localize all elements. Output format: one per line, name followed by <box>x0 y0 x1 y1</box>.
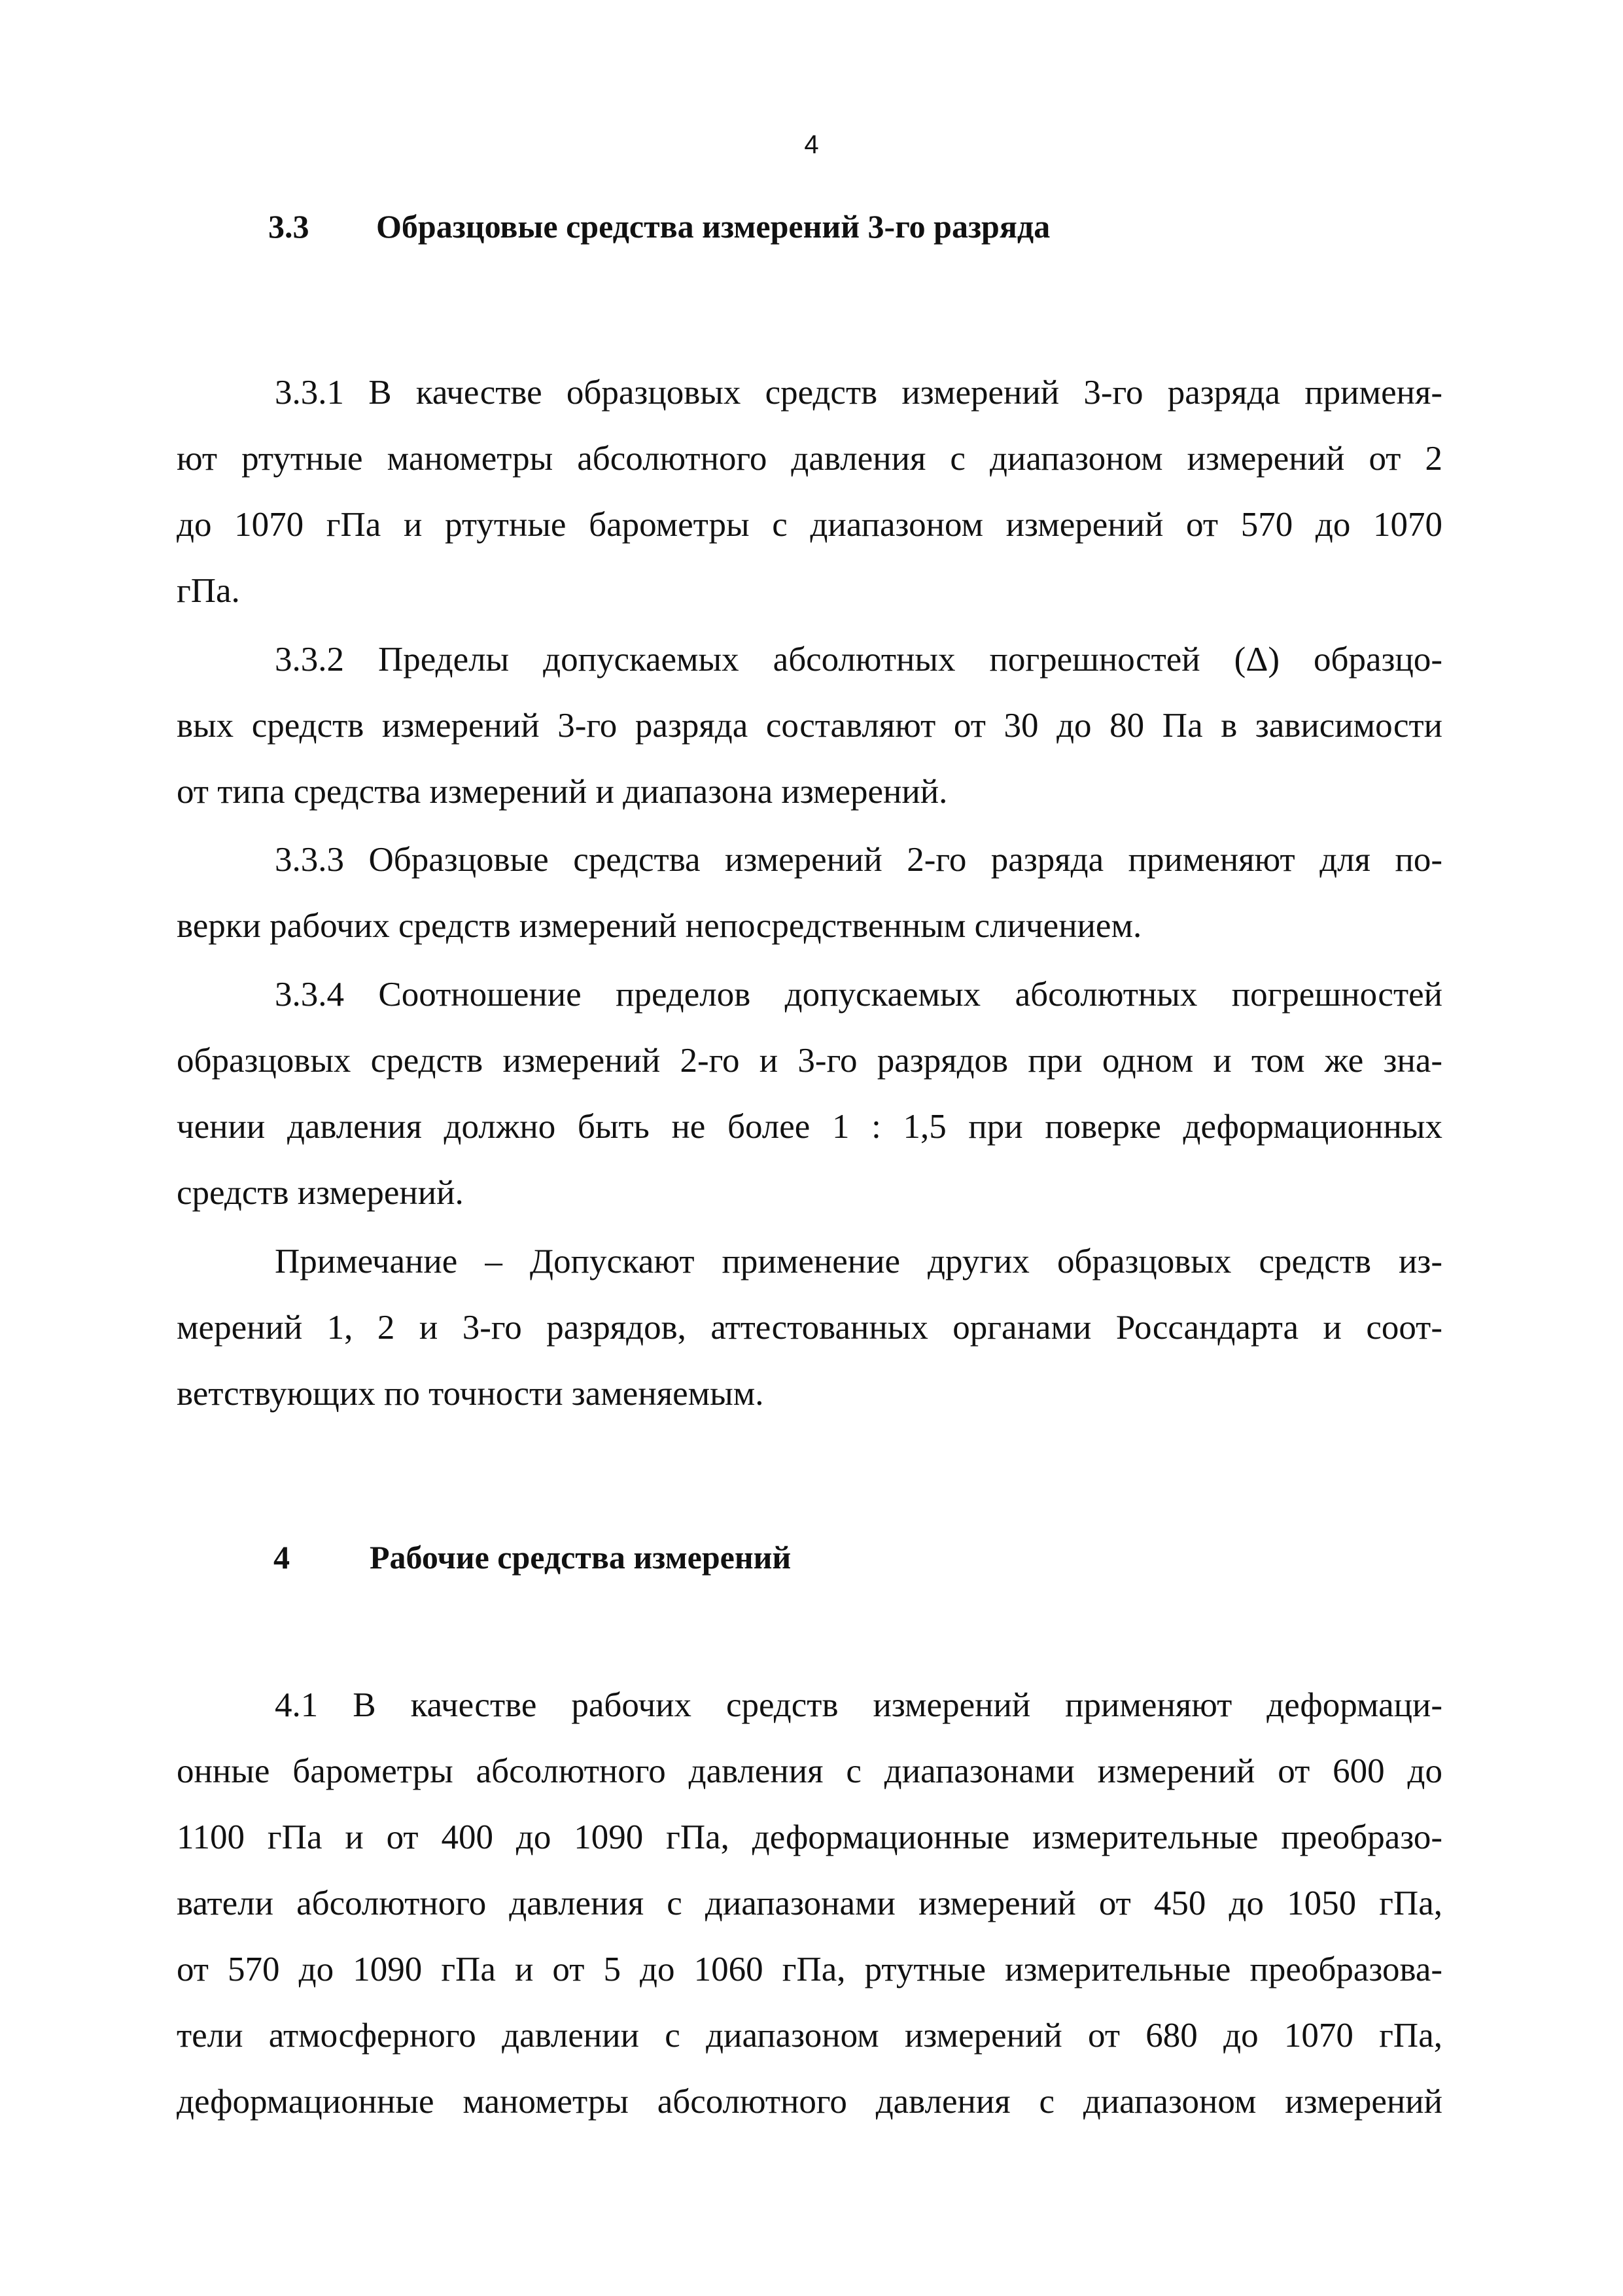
section-title: Образцовые средства измерений 3-го разряда <box>376 208 1051 245</box>
text-line: ветствующих по точности заменяемым. <box>177 1375 764 1413</box>
paragraph-4-1 <box>177 1672 1442 2135</box>
section-number: 4 <box>273 1539 290 1576</box>
paragraph-3-3-2 <box>177 627 1442 825</box>
page-number: 4 <box>804 130 819 159</box>
text-line: онные барометры абсолютного давления с диапазонами измерений от 600 до <box>177 1752 1442 1790</box>
text-line: от типа средства измерений и диапазона измерений. <box>177 773 948 811</box>
text-line: гПа. <box>177 572 240 610</box>
text-line: чении давления должно быть не более 1 : 1,5 при поверке деформационных <box>177 1108 1442 1146</box>
text-line: 3.3.4 Соотношение пределов допускаемых абсолютных погрешностей <box>275 976 1442 1014</box>
text-line: вых средств измерений 3-го разряда составляют от 30 до 80 Па в зависимости <box>177 707 1442 745</box>
text-line: ют ртутные манометры абсолютного давления с диапазоном измерений от 2 <box>177 440 1442 478</box>
text-line: верки рабочих средств измерений непосредственным сличением. <box>177 907 1142 945</box>
section-title: Рабочие средства измерений <box>370 1539 792 1576</box>
text-line: Примечание – Допускают применение других образцовых средств из- <box>275 1243 1442 1280</box>
text-line: ватели абсолютного давления с диапазонами измерений от 450 до 1050 гПа, <box>177 1884 1442 1922</box>
text-line: 4.1 В качестве рабочих средств измерений применяют деформаци- <box>275 1686 1442 1724</box>
text-line: 1100 гПа и от 400 до 1090 гПа, деформационные измерительные преобразо- <box>177 1818 1442 1856</box>
paragraph-3-3-1 <box>177 360 1442 624</box>
text-line: 3.3.1 В качестве образцовых средств измерений 3-го разряда применя- <box>275 374 1442 412</box>
paragraph-3-3-3 <box>177 827 1442 959</box>
text-line: образцовых средств измерений 2-го и 3-го разрядов при одном и том же зна- <box>177 1042 1442 1080</box>
text-line: мерений 1, 2 и 3-го разрядов, аттестованных органами Россандарта и соот- <box>177 1309 1442 1347</box>
paragraph-3-3-4 <box>177 962 1442 1226</box>
text-line: до 1070 гПа и ртутные барометры с диапазоном измерений от 570 до 1070 <box>177 506 1442 544</box>
text-line: 3.3.3 Образцовые средства измерений 2-го разряда применяют для по- <box>275 841 1442 879</box>
text-line: тели атмосферного давлении с диапазоном измерений от 680 до 1070 гПа, <box>177 2017 1442 2055</box>
text-line: от 570 до 1090 гПа и от 5 до 1060 гПа, ртутные измерительные преобразова- <box>177 1951 1442 1988</box>
text-line: средств измерений. <box>177 1174 464 1212</box>
text-line: 3.3.2 Пределы допускаемых абсолютных погрешностей (Δ) образцо- <box>275 641 1442 679</box>
section-number: 3.3 <box>268 208 309 245</box>
note-paragraph <box>177 1229 1442 1427</box>
text-line: деформационные манометры абсолютного давления с диапазоном измерений <box>177 2083 1442 2121</box>
